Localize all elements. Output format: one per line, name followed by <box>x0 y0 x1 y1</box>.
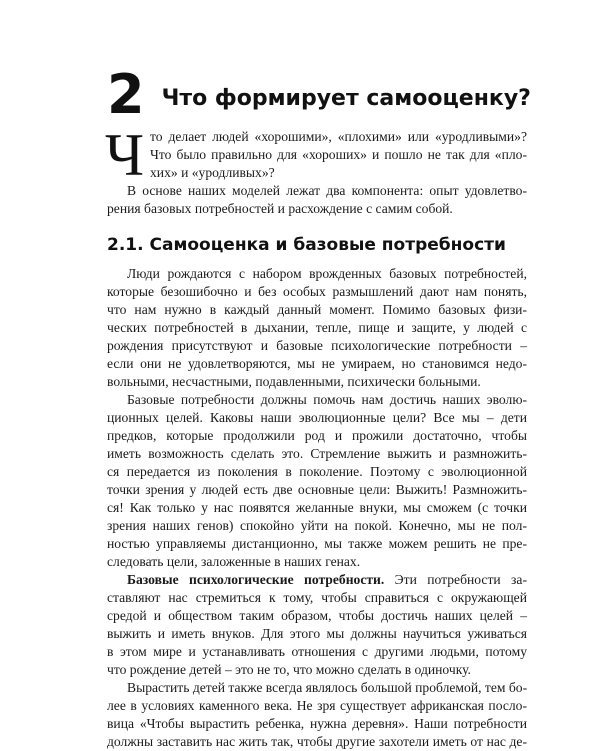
paragraph-line: ся передается из поколения в поколение. Поэтому с эволюционной <box>107 464 527 479</box>
paragraph-line: ностью управляемы дистанционно, мы также можем решить не пре- <box>107 536 527 551</box>
paragraph-2 <box>107 391 527 571</box>
section-body <box>107 265 527 751</box>
paragraph-line: вольными, несчастными, подавленными, психически больными. <box>107 374 481 389</box>
paragraph-line: Вырастить детей также всегда являлось большой проблемой, тем бо- <box>127 680 528 695</box>
paragraph-4 <box>107 679 527 751</box>
paragraph-line: ческих потребностей в дыхании, тепле, пище и защите, у людей с <box>107 320 527 335</box>
paragraph-line: рождения присутствуют и базовые психологические потребности – <box>107 338 527 353</box>
paragraph-line: Базовые потребности должны помочь нам достичь наших эволю- <box>127 392 527 407</box>
paragraph-line: ся! Как только у нас появятся желанные внуки, мы сможем (с точки <box>107 500 527 515</box>
intro-line: хих» и «уродливых»? <box>150 165 275 180</box>
paragraph-line: зрения наших генов) спокойно уйти на покой. Конечно, мы не пол- <box>107 518 527 533</box>
intro-paragraph-line: рения базовых потребностей и расхождение с самим собой. <box>107 201 453 216</box>
section-title: 2.1. Самооценка и базовые потребности <box>107 235 506 255</box>
paragraph-line: средой и обществом таким образом, чтобы достичь наших целей – <box>107 608 527 623</box>
paragraph-1 <box>107 265 527 391</box>
intro-paragraph-line: В основе наших моделей лежат два компонента: опыт удовлетво- <box>127 183 527 198</box>
paragraph-line: предков, которые продолжили род и прожили достаточно, чтобы <box>107 428 527 443</box>
paragraph-line: следовать цели, заложенные в наших генах. <box>107 554 361 569</box>
paragraph-line: что нам нужно в каждый данный момент. Помимо базовых физи- <box>107 302 527 317</box>
intro-line: то делает людей «хорошими», «плохими» или «уродливыми»? <box>150 129 527 144</box>
paragraph-text: Эти потребности за- <box>384 572 527 587</box>
paragraph-line <box>107 571 527 589</box>
paragraph-line: в этом мире и устанавливать отношения с другими людьми, потому <box>107 644 527 659</box>
paragraph-line: выжить и иметь внуков. Для этого мы должны научиться уживаться <box>107 626 527 641</box>
paragraph-line: Люди рождаются с набором врожденных базовых потребностей, <box>127 266 527 281</box>
paragraph-line: ставляют нас стремиться к тому, чтобы справиться с окружающей <box>107 590 527 605</box>
chapter-heading <box>107 63 531 126</box>
bold-lead-in: Базовые психологические потребности. <box>127 572 385 587</box>
chapter-number: 2 <box>107 63 144 126</box>
paragraph-line: должны заставить нас жить так, чтобы другие захотели иметь от нас де- <box>107 734 527 749</box>
paragraph-line: ционных целей. Каковы наши эволюционные цели? Все мы – дети <box>107 410 527 425</box>
paragraph-line: которые безошибочно и без особых размышлений дают нам понять, <box>107 284 527 299</box>
chapter-intro <box>105 122 527 218</box>
paragraph-line: вица «Чтобы вырастить ребенка, нужна деревня». Наши потребности <box>107 716 527 731</box>
intro-line: Что было правильно для «хороших» и пошло не так для «пло- <box>150 147 527 162</box>
drop-cap: Ч <box>105 122 144 188</box>
paragraph-line: что рождение детей – это не то, что можно сделать в одиночку. <box>107 662 471 677</box>
paragraph-line: если они не удовлетворяются, мы не умираем, но становимся недо- <box>107 356 527 371</box>
paragraph-3 <box>107 571 527 679</box>
paragraph-line: точки зрения у людей есть две основные цели: Выжить! Размножить- <box>107 482 527 497</box>
paragraph-line: лее в условиях каменного века. Не зря существует африканская посло- <box>107 698 527 713</box>
paragraph-line: иметь возможность сделать это. Стремление выжить и размножить- <box>107 446 527 461</box>
chapter-title: Что формирует самооценку? <box>161 85 531 111</box>
